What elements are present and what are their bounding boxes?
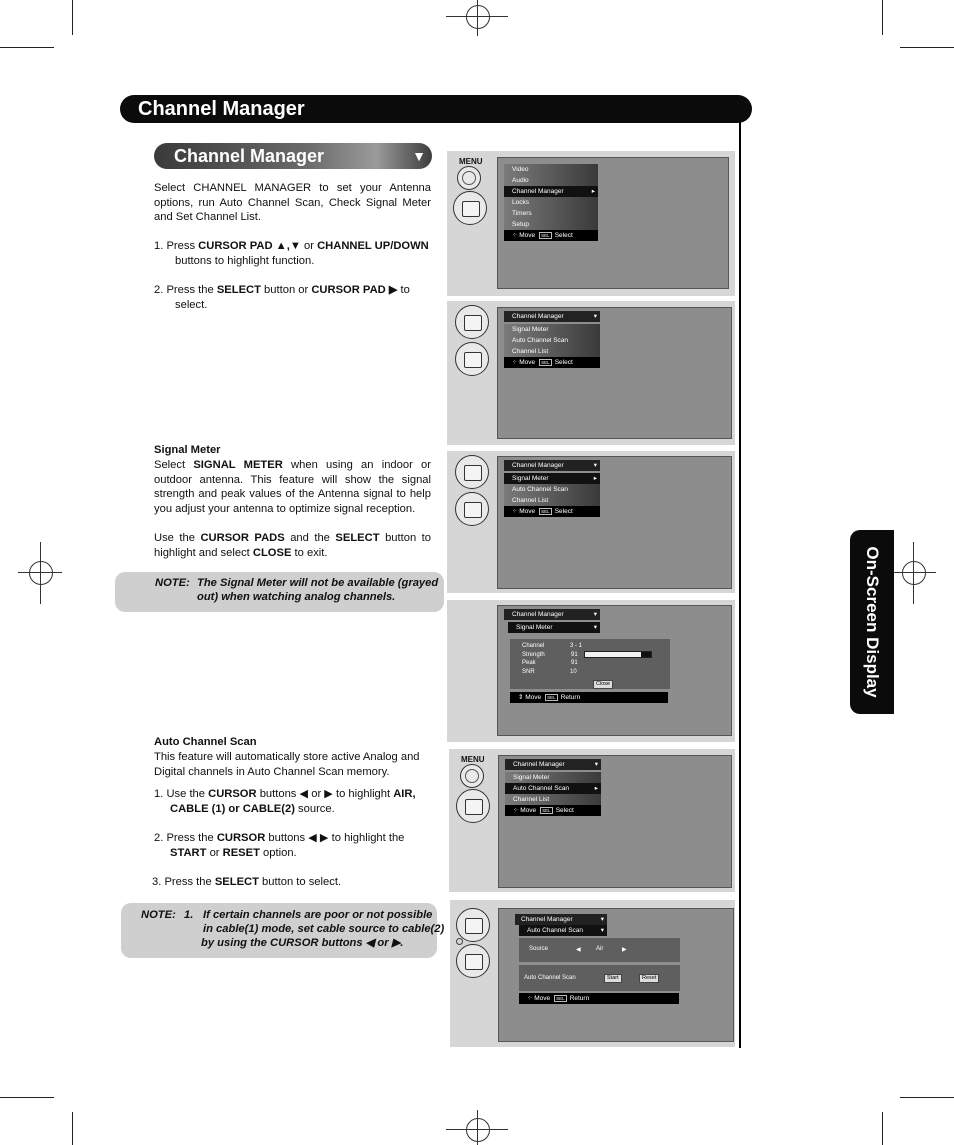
para-text: button to highlight and select — [154, 532, 431, 559]
osd-item-signal-meter[interactable]: Signal Meter — [505, 772, 601, 783]
caret-right-icon: ▸ — [593, 475, 597, 482]
menu-label: MENU — [459, 157, 483, 166]
note-label: NOTE: — [141, 909, 176, 921]
step-text: buttons ◀ or ▶ to highlight — [256, 788, 394, 800]
registration-line — [477, 1110, 478, 1145]
menu-label: MENU — [461, 755, 485, 764]
osd-item-channel-list[interactable]: Channel List — [504, 495, 600, 506]
osd-sub-header — [508, 622, 600, 633]
scan-label: Auto Channel Scan — [524, 975, 576, 981]
para-key: CURSOR PADS — [200, 532, 285, 544]
nav-move: Move — [519, 508, 536, 515]
sel-key-icon: SEL — [541, 508, 550, 514]
signal-meter-heading: Signal Meter — [154, 444, 221, 456]
cursor-pad[interactable] — [456, 789, 490, 823]
triangle-down-icon: ▼ — [412, 148, 426, 164]
move-arrows-icon: ⁘ — [512, 508, 518, 515]
nav-move: Move — [520, 807, 537, 814]
reset-button[interactable]: Reset — [639, 974, 659, 983]
osd-header — [515, 914, 607, 925]
section-title-bar — [154, 143, 432, 169]
osd-sub-label: Auto Channel Scan — [527, 927, 584, 934]
para-text: Use the — [154, 532, 201, 544]
para-text: Select — [154, 459, 194, 471]
osd-nav-bar — [504, 230, 598, 241]
crop-mark — [900, 1097, 954, 1098]
step-key: SELECT — [214, 876, 259, 888]
osd-nav-bar — [504, 357, 600, 368]
caret-down-icon: ▾ — [594, 761, 598, 768]
caret-down-icon: ▾ — [600, 916, 604, 923]
step-text: buttons ◀ ▶ to highlight the — [265, 832, 405, 844]
caret-down-icon: ▾ — [593, 611, 597, 618]
crop-mark — [882, 0, 883, 35]
osd-item-audio[interactable]: Audio — [504, 175, 598, 186]
move-arrows-icon: ⁘ — [512, 232, 518, 239]
source-label: Source — [529, 946, 549, 952]
osd-signal-meter-header — [504, 609, 600, 633]
signal-labels — [522, 642, 545, 676]
panel-auto-scan-select — [449, 749, 735, 892]
signal-meter-paragraph-2 — [154, 531, 431, 560]
para-text: to exit. — [291, 546, 328, 559]
tv-screen — [497, 456, 732, 589]
value-channel: 3 - 1 — [570, 643, 583, 649]
note-text: The Signal Meter will not be available (grayed — [197, 577, 439, 589]
step-key: CURSOR PAD ▶ — [311, 284, 398, 296]
cursor-pad-up[interactable] — [455, 455, 489, 489]
tv-screen — [498, 755, 732, 888]
move-arrows-icon: ⁘ — [512, 359, 518, 366]
intro-text: Select CHANNEL MANAGER to set your Antenna options, run Auto Channel Scan, Check Signal Meter and Set Channel List. — [154, 182, 431, 224]
note-label: NOTE: — [155, 577, 190, 589]
step-text: source. — [294, 802, 335, 815]
step-key: AIR, — [393, 788, 416, 800]
osd-channel-manager — [505, 759, 601, 816]
osd-nav-bar — [510, 692, 668, 703]
osd-header-label: Channel Manager — [512, 611, 564, 618]
auto-scan-step-2 — [154, 831, 434, 860]
registration-mark — [902, 561, 926, 585]
panel-auto-scan — [450, 900, 735, 1047]
tv-screen — [497, 307, 732, 439]
signal-meter-paragraph-1 — [154, 458, 431, 516]
caret-down-icon: ▾ — [600, 927, 604, 934]
nav-return: Return — [569, 995, 590, 1002]
nav-return: Return — [560, 694, 581, 701]
osd-sub-label: Signal Meter — [516, 624, 553, 631]
auto-scan-paragraph: This feature will automatically store active Analog and Digital channels in Auto Channel Scan memory. — [154, 751, 420, 778]
osd-scan-header — [515, 914, 607, 936]
strength-bar — [584, 651, 652, 658]
cursor-pad-up[interactable] — [455, 305, 489, 339]
intro-step-1 — [154, 239, 434, 268]
label-strength: Strength — [522, 651, 545, 658]
select-dot-icon — [456, 938, 463, 945]
strength-bar-fill — [585, 652, 641, 657]
caret-right-icon: ▸ — [594, 785, 598, 792]
osd-header — [504, 311, 600, 322]
osd-item-channel-list[interactable]: Channel List — [505, 794, 601, 805]
scan-row — [519, 965, 680, 991]
menu-button[interactable] — [460, 764, 484, 788]
source-row[interactable] — [519, 938, 680, 962]
step-text: 1. Press — [154, 240, 199, 252]
osd-item-timers[interactable]: Timers — [504, 208, 598, 219]
signal-meter-note — [115, 572, 444, 612]
caret-down-icon: ▾ — [593, 462, 597, 469]
step-key: RESET — [222, 846, 260, 859]
cursor-pad[interactable] — [453, 191, 487, 225]
arrow-left-icon[interactable]: ◀ — [576, 947, 581, 953]
value-peak: 91 — [571, 660, 578, 666]
note-text: by using the CURSOR buttons ◀ or ▶. — [201, 937, 404, 949]
osd-item-channel-list[interactable]: Channel List — [504, 346, 600, 357]
osd-item-label: Signal Meter — [512, 475, 549, 482]
panel-main-menu — [447, 151, 735, 296]
step-key: CURSOR — [216, 832, 266, 844]
step-key: SELECT — [216, 284, 261, 296]
note-text: out) when watching analog channels. — [197, 591, 396, 603]
para-text: when using an indoor or outdoor antenna. This feature will show the signal strength and peak values of the Antenna signal to help you adjust your antenna to optimize signal reception. — [154, 459, 432, 515]
osd-nav-bar — [505, 805, 601, 816]
osd-nav-bar — [504, 506, 600, 517]
start-button[interactable]: Start — [604, 974, 622, 983]
label-peak: Peak — [522, 660, 536, 666]
step-text: buttons to highlight function. — [175, 254, 315, 267]
move-arrows-icon: ⁘ — [513, 807, 519, 814]
note-text: in cable(1) mode, set cable source to cable(2) — [203, 923, 445, 935]
osd-nav — [510, 692, 668, 703]
osd-main-menu — [504, 164, 598, 241]
cursor-pad-up[interactable] — [456, 908, 490, 942]
crop-mark — [0, 1097, 54, 1098]
osd-header — [505, 759, 601, 770]
para-key: SIGNAL METER — [193, 459, 283, 471]
step-text: 1. Use the — [154, 788, 209, 800]
osd-channel-manager — [504, 460, 600, 517]
nav-move: Move — [519, 359, 536, 366]
tv-screen — [497, 157, 729, 289]
crop-mark — [900, 47, 954, 48]
step-text: or — [300, 240, 318, 252]
caret-right-icon: ▸ — [591, 188, 595, 195]
nav-move: Move — [534, 995, 551, 1002]
osd-header-label: Channel Manager — [512, 462, 564, 469]
tv-screen — [498, 908, 734, 1042]
osd-header — [504, 460, 600, 471]
nav-select: Select — [554, 359, 573, 366]
registration-line — [477, 0, 478, 36]
label-channel: Channel — [522, 643, 545, 649]
osd-item-channel-manager[interactable] — [504, 186, 598, 197]
registration-line — [40, 542, 41, 604]
sel-key-icon: SEL — [542, 807, 551, 813]
osd-item-locks[interactable]: Locks — [504, 197, 598, 208]
signal-values — [570, 642, 582, 676]
tv-screen — [497, 605, 732, 736]
move-arrows-icon: ⁘ — [527, 995, 533, 1002]
nav-move: Move — [519, 232, 536, 239]
crop-mark — [882, 1112, 883, 1145]
registration-mark — [466, 5, 490, 29]
nav-select: Select — [554, 508, 573, 515]
osd-item-setup[interactable]: Setup — [504, 219, 598, 230]
osd-header-label: Channel Manager — [512, 313, 564, 320]
sel-key-icon: SEL — [541, 232, 550, 238]
osd-item-auto-channel-scan[interactable]: Auto Channel Scan — [504, 484, 600, 495]
step-key: START — [170, 846, 207, 859]
page-title: Channel Manager — [120, 95, 752, 123]
sel-key-icon: SEL — [541, 359, 550, 365]
intro-step-2 — [154, 283, 434, 312]
panel-signal-meter — [447, 600, 735, 742]
para-key: SELECT — [335, 532, 380, 544]
step-text: select. — [175, 298, 208, 311]
step-text: to — [397, 284, 410, 296]
step-text: button or — [260, 284, 312, 296]
cursor-pad-right[interactable] — [455, 342, 489, 376]
panel-signal-meter-select — [447, 451, 735, 593]
panel-channel-manager — [447, 301, 735, 445]
osd-channel-manager — [504, 311, 600, 368]
osd-item-auto-channel-scan[interactable]: Auto Channel Scan — [504, 335, 600, 346]
cursor-pad-right[interactable] — [456, 944, 490, 978]
step-text: button to select. — [258, 876, 342, 888]
step-key: CABLE (1) or CABLE(2) — [170, 802, 295, 815]
registration-mark — [466, 1118, 490, 1142]
step-text: or — [206, 846, 223, 859]
osd-header — [504, 609, 600, 620]
caret-down-icon: ▾ — [593, 313, 597, 320]
para-text: and the — [284, 532, 336, 544]
value-strength: 91 — [571, 651, 578, 658]
auto-scan-note — [121, 903, 445, 958]
cursor-pad-down[interactable] — [455, 492, 489, 526]
signal-meter-box — [510, 639, 670, 689]
crop-mark — [72, 1112, 73, 1145]
osd-item-auto-channel-scan[interactable] — [505, 783, 601, 794]
step-text: option. — [259, 846, 297, 859]
osd-sub-header — [519, 925, 607, 936]
sel-key-icon: SEL — [547, 694, 556, 700]
note-text: If certain channels are poor or not possible — [203, 909, 433, 921]
osd-nav — [519, 993, 679, 1004]
value-snr: 10 — [570, 668, 577, 675]
auto-scan-heading: Auto Channel Scan — [154, 736, 257, 748]
registration-line — [892, 572, 936, 573]
osd-item-label: Auto Channel Scan — [513, 785, 570, 792]
move-arrows-icon: ⇕ — [518, 694, 524, 701]
step-text: 2. Press the — [154, 832, 217, 844]
nav-select: Select — [555, 807, 574, 814]
step-key: CURSOR PAD ▲,▼ — [198, 240, 301, 252]
registration-line — [913, 542, 914, 604]
sel-key-icon: SEL — [556, 995, 565, 1001]
close-button[interactable]: Close — [593, 680, 613, 689]
menu-button[interactable] — [457, 166, 481, 190]
section-title: Channel Manager — [174, 146, 325, 166]
label-snr: SNR — [522, 668, 535, 675]
side-tab-label: On-Screen Display — [863, 546, 882, 698]
arrow-right-icon[interactable]: ▶ — [622, 947, 627, 953]
step-key: CURSOR — [208, 788, 257, 800]
registration-mark — [29, 561, 53, 585]
side-tab — [850, 530, 894, 714]
nav-move: Move — [525, 694, 542, 701]
auto-scan-step-1 — [154, 787, 434, 816]
osd-item-video[interactable]: Video — [504, 164, 598, 175]
para-key: CLOSE — [252, 546, 292, 559]
step-text: 3. Press the — [152, 876, 215, 888]
osd-nav-bar — [519, 993, 679, 1004]
osd-item-signal-meter[interactable]: Signal Meter — [504, 324, 600, 335]
crop-mark — [72, 0, 73, 35]
divider-line — [739, 122, 741, 1048]
caret-down-icon: ▾ — [593, 624, 597, 631]
osd-item-signal-meter[interactable] — [504, 473, 600, 484]
osd-header-label: Channel Manager — [521, 916, 573, 923]
osd-header-label: Channel Manager — [513, 761, 565, 768]
step-key: CHANNEL UP/DOWN — [317, 240, 429, 252]
osd-item-label: Channel Manager — [512, 188, 564, 195]
nav-select: Select — [554, 232, 573, 239]
auto-scan-step-3 — [152, 875, 432, 890]
step-text: 2. Press the — [154, 284, 217, 296]
intro-paragraph — [154, 181, 431, 225]
source-value: Air — [596, 946, 604, 952]
note-number: 1. — [184, 909, 194, 921]
crop-mark — [0, 47, 54, 48]
